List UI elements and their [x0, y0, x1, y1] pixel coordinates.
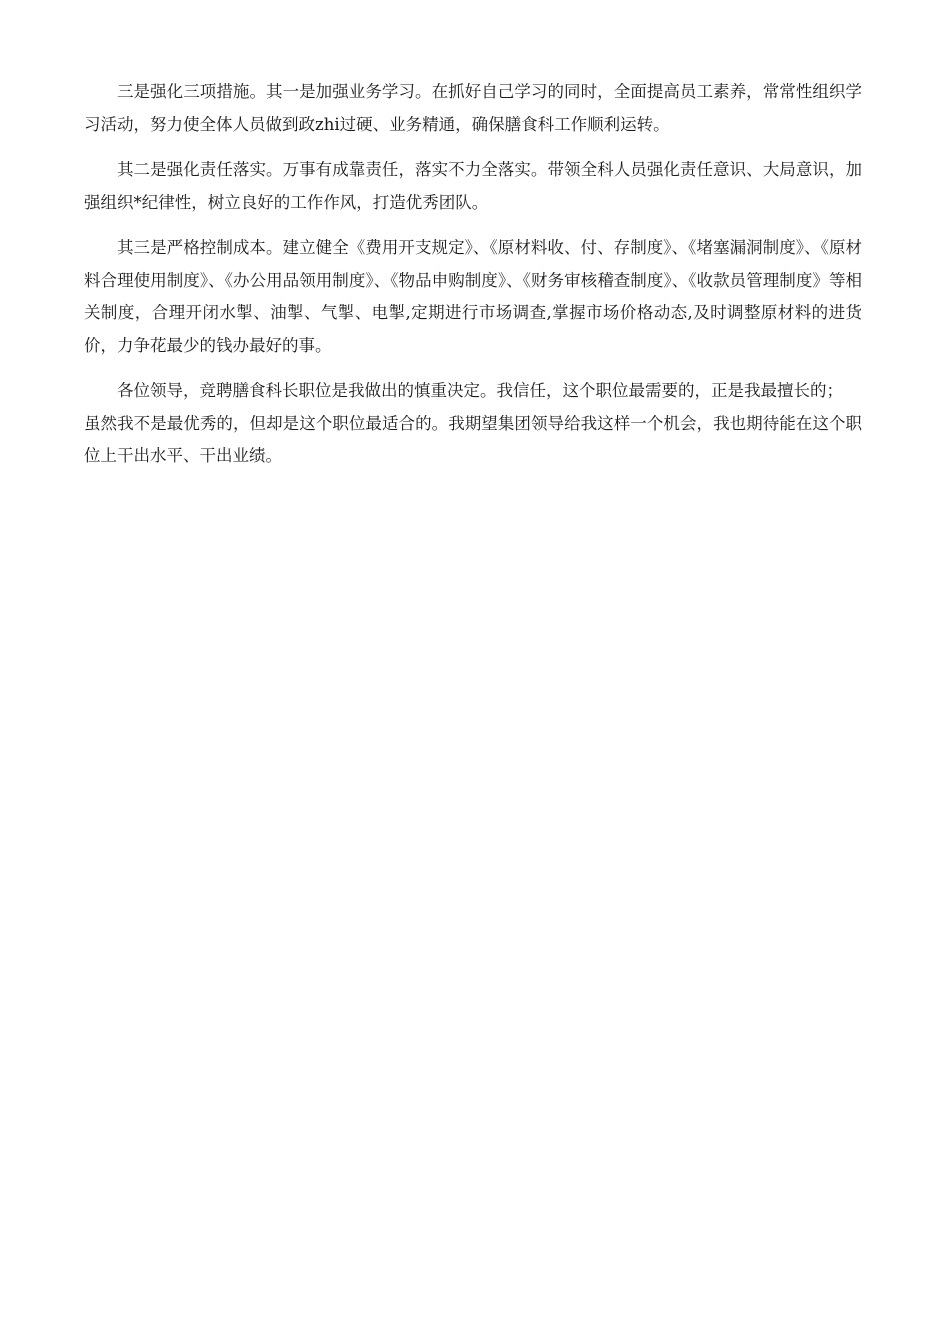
paragraph-responsibility: 其二是强化责任落实。万事有成靠责任，落实不力全落实。带领全科人员强化责任意识、大局意识，加强组织*纪律性，树立良好的工作作风，打造优秀团队。	[84, 160, 862, 212]
paragraph-measures: 三是强化三项措施。其一是加强业务学习。在抓好自己学习的同时，全面提高员工素养，常常性组织学习活动，努力使全体人员做到政zhi过硬、业务精通，确保膳食科工作顺利运转。	[84, 82, 862, 134]
paragraph-decision: 各位领导，竞聘膳食科长职位是我做出的慎重决定。我信任，这个职位最需要的，正是我最擅长的；	[117, 381, 843, 400]
paragraph-closing: 虽然我不是最优秀的，但却是这个职位最适合的。我期望集团领导给我这样一个机会，我也期待能在这个职位上干出水平、干出业绩。	[84, 413, 862, 465]
paragraph-cost-control: 其三是严格控制成本。建立健全《费用开支规定》、《原材料收、付、存制度》、《堵塞漏洞制度》、《原材料合理使用制度》、《办公用品领用制度》、《物品申购制度》、《财务审核稽查制度》、《收款员管理制度》等相关制度，合理开闭水掣、油掣、气掣、电掣,定期进行市场调查,掌握市场价格动态,及时调整原材料的进货价，力争花最少的钱办最好的事。	[84, 238, 862, 355]
document-body	[84, 76, 862, 486]
